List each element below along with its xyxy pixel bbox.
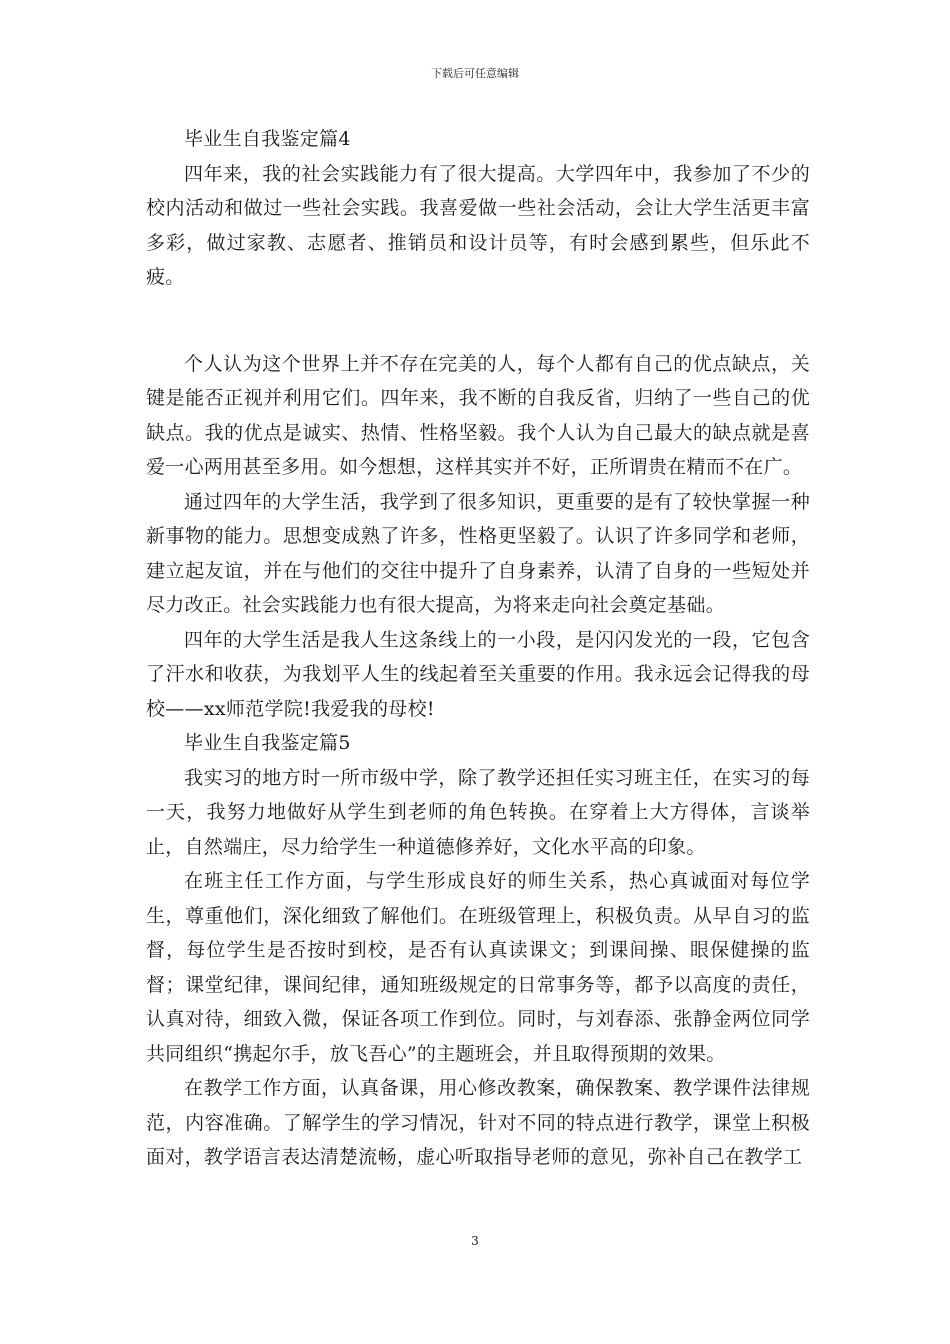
paragraph: 我实习的地方时一所市级中学，除了教学还担任实习班主任，在实习的每一天，我努力地做好从学生到老师的角色转换。在穿着上大方得体，言谈举止，自然端庄，尽力给学生一种道德修养好，文化水平高的印象。 (146, 766, 810, 858)
section-heading-4: 毕业生自我鉴定篇4 (184, 128, 351, 150)
paragraph: 四年的大学生活是我人生这条线上的一小段，是闪闪发光的一段，它包含了汗水和收获，为我划平人生的线起着至关重要的作用。我永远会记得我的母校——xx师范学院!我爱我的母校! (146, 628, 810, 720)
page-number: 3 (471, 1234, 479, 1248)
document-body (146, 122, 810, 1175)
paragraph: 四年来，我的社会实践能力有了很大提高。大学四年中，我参加了不少的校内活动和做过一些社会实践。我喜爱做一些社会活动，会让大学生活更丰富多彩，做过家教、志愿者、推销员和设计员等，有时会感到累些，但乐此不疲。 (146, 162, 810, 288)
paragraph-gap (146, 295, 810, 347)
paragraph: 通过四年的大学生活，我学到了很多知识，更重要的是有了较快掌握一种新事物的能力。思想变成熟了许多，性格更坚毅了。认识了许多同学和老师，建立起友谊，并在与他们的交往中提升了自身素养，认清了自身的一些短处并尽力改正。社会实践能力也有很大提高，为将来走向社会奠定基础。 (146, 490, 810, 616)
paragraph: 在班主任工作方面，与学生形成良好的师生关系，热心真诚面对每位学生，尊重他们，深化细致了解他们。在班级管理上，积极负责。从早自习的监督，每位学生是否按时到校，是否有认真读课文；到课间操、眼保健操的监督；课堂纪律，课间纪律，通知班级规定的日常事务等，都予以高度的责任，认真对待，细致入微，保证各项工作到位。同时，与刘春添、张静金两位同学共同组织“携起尔手，放飞吾心”的主题班会，并且取得预期的效果。 (146, 870, 810, 1065)
paragraph: 个人认为这个世界上并不存在完美的人，每个人都有自己的优点缺点，关键是能否正视并利用它们。四年来，我不断的自我反省，归纳了一些自己的优缺点。我的优点是诚实、热情、性格坚毅。我个人认为自己最大的缺点就是喜爱一心两用甚至多用。如今想想，这样其实并不好，正所谓贵在精而不在广。 (146, 352, 810, 478)
section-heading-5: 毕业生自我鉴定篇5 (184, 732, 351, 754)
page-header: 下载后可任意编辑 (431, 67, 519, 80)
paragraph: 在教学工作方面，认真备课，用心修改教案，确保教案、教学课件法律规范，内容准确。了解学生的学习情况，针对不同的特点进行教学，课堂上积极面对，教学语言表达清楚流畅，虚心听取指导老师的意见，弥补自己在教学工 (146, 1077, 810, 1168)
